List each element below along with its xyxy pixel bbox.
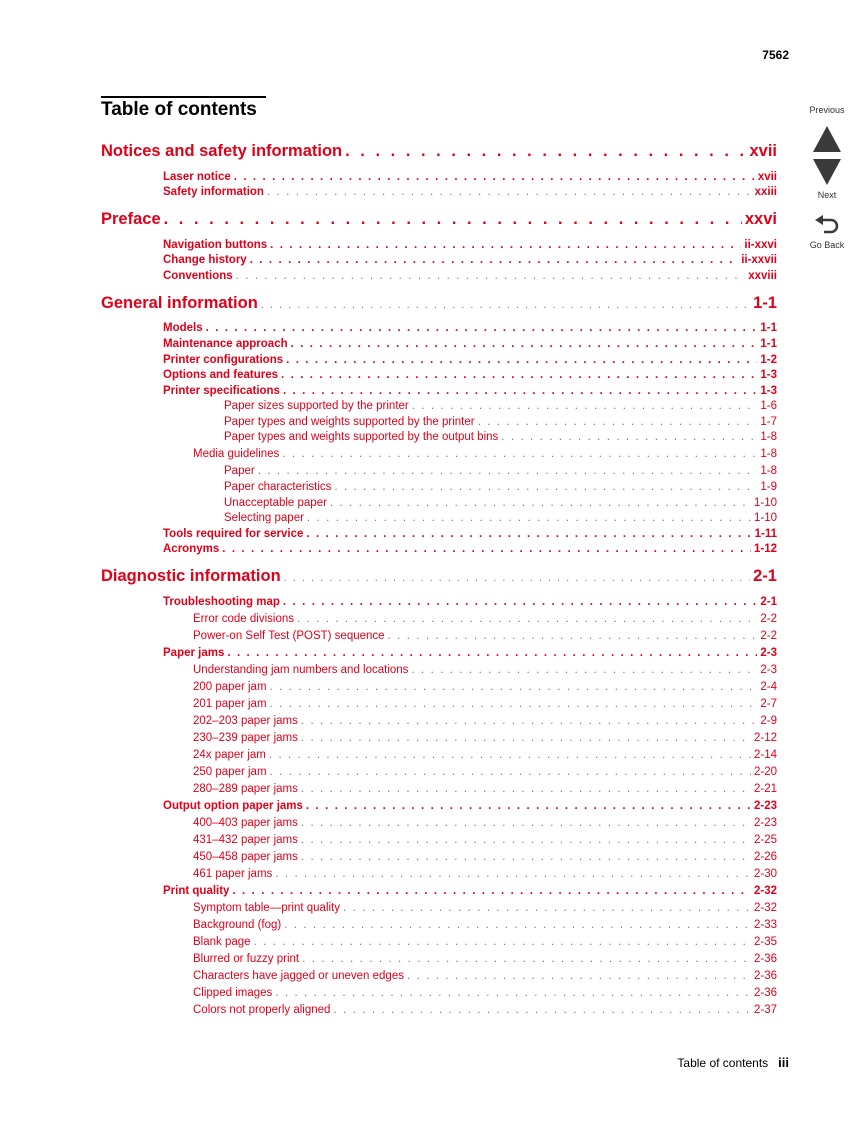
toc-entry-page: 2-26 xyxy=(753,851,777,863)
toc-entry-acronyms[interactable] xyxy=(163,543,777,555)
toc-entry-page: 2-32 xyxy=(753,885,777,897)
toc-entry-label: Conventions xyxy=(163,270,233,282)
toc-entry-laser-notice[interactable] xyxy=(163,171,777,183)
toc-entry-461-paper-jams[interactable] xyxy=(193,868,777,880)
toc-entry-label: Clipped images xyxy=(193,987,273,999)
dot-leader xyxy=(250,254,738,266)
dot-leader xyxy=(301,715,758,727)
toc-entry-colors-not-aligned[interactable] xyxy=(193,1004,777,1016)
toc-entry-page: 2-3 xyxy=(760,647,777,659)
footer-page-number: iii xyxy=(778,1055,789,1070)
toc-entry-label: 200 paper jam xyxy=(193,681,267,693)
dot-leader xyxy=(306,800,751,812)
toc-entry-label: Paper xyxy=(224,465,255,477)
toc-entry-label: 461 paper jams xyxy=(193,868,273,880)
toc-entry-page: 2-1 xyxy=(760,596,777,608)
dot-leader xyxy=(411,664,757,676)
toc-entry-page: 2-30 xyxy=(753,868,777,880)
toc-entry-201-paper-jam[interactable] xyxy=(193,698,777,710)
toc-entry-understanding-jam-numbers[interactable] xyxy=(193,664,777,676)
toc-entry-options-and-features[interactable] xyxy=(163,369,777,381)
toc-entry-page: 2-35 xyxy=(753,936,777,948)
toc-entry-label: Blurred or fuzzy print xyxy=(193,953,300,965)
dot-leader xyxy=(307,512,751,524)
toc-entry-jagged-characters[interactable] xyxy=(193,970,777,982)
toc-entry-230-239-paper-jams[interactable] xyxy=(193,732,777,744)
dot-leader xyxy=(206,322,758,334)
dot-leader xyxy=(281,369,757,381)
toc-entry-page: xxiii xyxy=(754,186,777,198)
toc-entry-notices-and-safety[interactable] xyxy=(101,142,777,161)
toc-entry-label: Paper types and weights supported by the printer xyxy=(224,416,475,428)
dot-leader xyxy=(306,528,751,540)
toc-entry-label: 202–203 paper jams xyxy=(193,715,298,727)
toc-entry-431-432-paper-jams[interactable] xyxy=(193,834,777,846)
toc-entry-output-option-paper-jams[interactable] xyxy=(163,800,777,812)
dot-leader xyxy=(270,698,758,710)
toc-entry-paper[interactable] xyxy=(224,465,777,477)
toc-entry-paper-jams[interactable] xyxy=(163,647,777,659)
toc-entry-label: Printer configurations xyxy=(163,354,284,366)
toc-entry-label: 24x paper jam xyxy=(193,749,266,761)
dot-leader xyxy=(283,596,757,608)
toc-entry-label: General information xyxy=(101,294,258,312)
toc-entry-preface[interactable] xyxy=(101,210,777,229)
toc-entry-label: Selecting paper xyxy=(224,512,304,524)
toc-entry-paper-types-printer[interactable] xyxy=(224,416,777,428)
toc-entry-paper-types-output-bins[interactable] xyxy=(224,431,777,443)
toc-entry-page: 2-9 xyxy=(760,715,777,727)
toc-entry-blank-page[interactable] xyxy=(193,936,777,948)
dot-leader xyxy=(269,749,751,761)
toc-entry-label: 400–403 paper jams xyxy=(193,817,298,829)
toc-entry-label: Paper types and weights supported by the output bins xyxy=(224,431,499,443)
toc-entry-24x-paper-jam[interactable] xyxy=(193,749,777,761)
dot-leader xyxy=(283,385,757,397)
toc-entry-label: 450–458 paper jams xyxy=(193,851,298,863)
dot-leader xyxy=(302,953,751,965)
dot-leader xyxy=(282,448,757,460)
toc-entry-page: 2-23 xyxy=(753,817,777,829)
toc-entry-page: 2-20 xyxy=(753,766,777,778)
dot-leader xyxy=(270,681,758,693)
toc-entry-label: 201 paper jam xyxy=(193,698,267,710)
dot-leader xyxy=(258,465,758,477)
toc-entry-page: 1-3 xyxy=(760,385,777,397)
dot-leader xyxy=(330,497,751,509)
toc-entry-page: 2-12 xyxy=(753,732,777,744)
toc-entry-label: 280–289 paper jams xyxy=(193,783,298,795)
toc-entry-page: 2-14 xyxy=(753,749,777,761)
toc-entry-page: 2-4 xyxy=(760,681,777,693)
toc-entry-label: Paper jams xyxy=(163,647,225,659)
previous-label: Previous xyxy=(809,105,845,115)
toc-entry-label: Laser notice xyxy=(163,171,231,183)
toc-entry-label: Navigation buttons xyxy=(163,239,268,251)
page-footer xyxy=(560,1055,789,1070)
toc-entry-page: 2-36 xyxy=(753,970,777,982)
dot-leader xyxy=(232,885,751,897)
dot-leader xyxy=(234,171,755,183)
toc-entry-general-information[interactable] xyxy=(101,294,777,313)
dot-leader xyxy=(286,354,757,366)
toc-entry-change-history[interactable] xyxy=(163,254,777,266)
dot-leader xyxy=(388,630,758,642)
toc-entry-label: Tools required for service xyxy=(163,528,304,540)
dot-leader xyxy=(501,431,757,443)
toc-entry-printer-configurations[interactable] xyxy=(163,354,777,366)
dot-leader xyxy=(254,936,751,948)
toc-entry-symptom-table[interactable] xyxy=(193,902,777,914)
toc-entry-label: Error code divisions xyxy=(193,613,294,625)
dot-leader xyxy=(236,270,746,282)
dot-leader xyxy=(478,416,758,428)
dot-leader xyxy=(301,817,751,829)
toc-entry-page: 2-7 xyxy=(760,698,777,710)
dot-leader xyxy=(301,783,751,795)
toc-entry-page: 1-10 xyxy=(753,497,777,509)
toc-entry-page: 1-1 xyxy=(753,294,777,312)
toc-entry-page: 2-32 xyxy=(753,902,777,914)
toc-entry-page: 1-3 xyxy=(760,369,777,381)
toc-entry-maintenance-approach[interactable] xyxy=(163,338,777,350)
page-title: Table of contents xyxy=(101,96,266,121)
toc-entry-page: 2-36 xyxy=(753,987,777,999)
toc-entry-page: 2-21 xyxy=(753,783,777,795)
toc-entry-page: 1-8 xyxy=(760,431,777,443)
toc-entry-label: 250 paper jam xyxy=(193,766,267,778)
dot-leader xyxy=(227,647,757,659)
toc-entry-tools-required[interactable] xyxy=(163,528,777,540)
dot-leader xyxy=(284,919,751,931)
toc-entry-clipped-images[interactable] xyxy=(193,987,777,999)
dot-leader xyxy=(334,481,757,493)
toc-entry-page: 2-2 xyxy=(760,630,777,642)
toc-entry-label: Background (fog) xyxy=(193,919,282,931)
toc-entry-200-paper-jam[interactable] xyxy=(193,681,777,693)
toc-entry-page: xvii xyxy=(749,142,777,160)
toc-entry-page: xvii xyxy=(757,171,777,183)
dot-leader xyxy=(333,1004,751,1016)
go-back-label: Go Back xyxy=(809,240,845,250)
toc-entry-page: 1-1 xyxy=(760,322,777,334)
toc-entry-page: 1-11 xyxy=(754,528,777,540)
toc-entry-label: Diagnostic information xyxy=(101,567,281,585)
toc-entry-printer-specifications[interactable] xyxy=(163,385,777,397)
toc-entry-page: xxviii xyxy=(748,270,777,282)
toc-entry-page: 2-3 xyxy=(760,664,777,676)
toc-entry-label: Options and features xyxy=(163,369,279,381)
dot-leader xyxy=(275,987,751,999)
dot-leader xyxy=(284,572,750,584)
toc-entry-troubleshooting-map[interactable] xyxy=(163,596,777,608)
toc-entry-page: ii-xxvi xyxy=(744,239,777,251)
dot-leader xyxy=(301,851,751,863)
toc-entry-label: Acronyms xyxy=(163,543,220,555)
toc-entry-page: xxvi xyxy=(744,210,777,228)
toc-entry-450-458-paper-jams[interactable] xyxy=(193,851,777,863)
toc-entry-label: Notices and safety information xyxy=(101,142,343,160)
toc-entry-selecting-paper[interactable] xyxy=(224,512,777,524)
toc-entry-page: 1-9 xyxy=(760,481,777,493)
toc-entry-label: Media guidelines xyxy=(193,448,280,460)
toc-entry-label: Print quality xyxy=(163,885,230,897)
footer-label: Table of contents xyxy=(677,1056,769,1070)
dot-leader xyxy=(270,766,751,778)
toc-entry-label: Blank page xyxy=(193,936,251,948)
toc-entry-navigation-buttons[interactable] xyxy=(163,239,777,251)
toc-entry-page: 2-36 xyxy=(753,953,777,965)
toc-entry-label: Symptom table—print quality xyxy=(193,902,341,914)
toc-entry-label: Change history xyxy=(163,254,247,266)
toc-entry-label: Power-on Self Test (POST) sequence xyxy=(193,630,385,642)
toc-entry-page: 1-8 xyxy=(760,465,777,477)
dot-leader xyxy=(407,970,751,982)
dot-leader xyxy=(301,732,751,744)
toc-entry-diagnostic-information[interactable] xyxy=(101,567,777,586)
toc-entry-page: ii-xxvii xyxy=(741,254,777,266)
dot-leader xyxy=(267,186,752,198)
toc-entry-page: 2-37 xyxy=(753,1004,777,1016)
dot-leader xyxy=(297,613,757,625)
toc-entry-page: 2-33 xyxy=(753,919,777,931)
toc-entry-unacceptable-paper[interactable] xyxy=(224,497,777,509)
toc-entry-label: Troubleshooting map xyxy=(163,596,280,608)
dot-leader xyxy=(301,834,751,846)
toc-entry-label: Characters have jagged or uneven edges xyxy=(193,970,404,982)
toc-entry-page: 1-7 xyxy=(760,416,777,428)
toc-entry-label: Understanding jam numbers and locations xyxy=(193,664,409,676)
toc-entry-label: Printer specifications xyxy=(163,385,280,397)
toc-entry-250-paper-jam[interactable] xyxy=(193,766,777,778)
toc-entry-label: Output option paper jams xyxy=(163,800,303,812)
toc-entry-safety-information[interactable] xyxy=(163,186,777,198)
toc-entry-label: Maintenance approach xyxy=(163,338,288,350)
toc-entry-label: Paper characteristics xyxy=(224,481,332,493)
toc-entry-label: Safety information xyxy=(163,186,264,198)
toc-entry-page: 1-10 xyxy=(753,512,777,524)
toc-entry-error-code-divisions[interactable] xyxy=(193,613,777,625)
next-label: Next xyxy=(817,190,837,200)
dot-leader xyxy=(343,902,751,914)
dot-leader xyxy=(345,142,746,161)
toc-entry-page: 2-1 xyxy=(753,567,777,585)
toc-entry-page: 1-12 xyxy=(753,543,777,555)
toc-entry-label: Preface xyxy=(101,210,161,228)
toc-entry-page: 1-1 xyxy=(760,338,777,350)
toc-entry-media-guidelines[interactable] xyxy=(193,448,777,460)
toc-entry-conventions[interactable] xyxy=(163,270,777,282)
toc-entry-models[interactable] xyxy=(163,322,777,334)
toc-entry-post-sequence[interactable] xyxy=(193,630,777,642)
dot-leader xyxy=(270,239,741,251)
toc-entry-page: 2-2 xyxy=(760,613,777,625)
toc-entry-blurred-print[interactable] xyxy=(193,953,777,965)
document-number: 7562 xyxy=(762,48,789,62)
toc-entry-label: 230–239 paper jams xyxy=(193,732,298,744)
toc-entry-paper-sizes[interactable] xyxy=(224,400,777,412)
dot-leader xyxy=(164,210,742,229)
toc-entry-paper-characteristics[interactable] xyxy=(224,481,777,493)
toc-entry-202-203-paper-jams[interactable] xyxy=(193,715,777,727)
toc-entry-background-fog[interactable] xyxy=(193,919,777,931)
toc-entry-print-quality[interactable] xyxy=(163,885,777,897)
toc-entry-page: 1-6 xyxy=(760,400,777,412)
toc-entry-label: Unacceptable paper xyxy=(224,497,327,509)
toc-entry-label: Paper sizes supported by the printer xyxy=(224,400,409,412)
toc-entry-page: 2-25 xyxy=(753,834,777,846)
dot-leader xyxy=(261,299,750,311)
toc-entry-label: Models xyxy=(163,322,203,334)
toc-entry-label: 431–432 paper jams xyxy=(193,834,298,846)
dot-leader xyxy=(275,868,751,880)
toc-entry-page: 1-2 xyxy=(760,354,777,366)
toc-entry-280-289-paper-jams[interactable] xyxy=(193,783,777,795)
dot-leader xyxy=(222,543,751,555)
toc-entry-label: Colors not properly aligned xyxy=(193,1004,331,1016)
toc-entry-page: 1-8 xyxy=(760,448,777,460)
dot-leader xyxy=(291,338,758,350)
toc-entry-page: 2-23 xyxy=(753,800,777,812)
toc-entry-400-403-paper-jams[interactable] xyxy=(193,817,777,829)
dot-leader xyxy=(412,400,758,412)
